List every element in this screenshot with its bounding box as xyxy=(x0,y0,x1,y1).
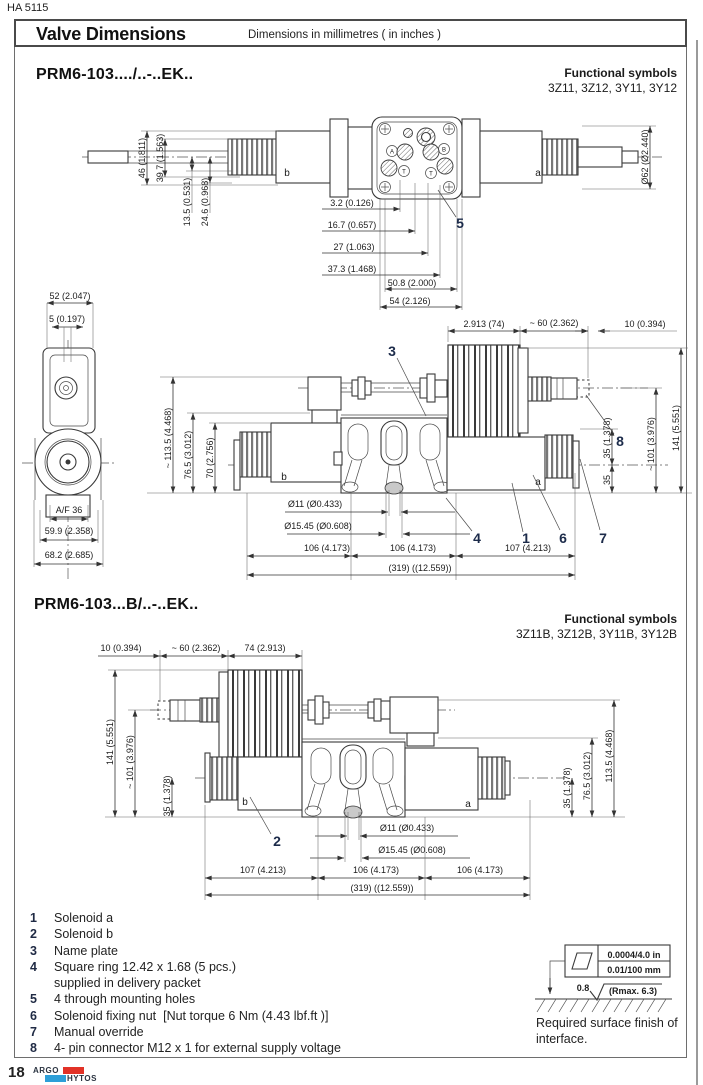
dim-39-7: 39.7 (1.563) xyxy=(155,133,165,183)
legend-item-text: Solenoid a xyxy=(54,911,114,925)
argo-hytos-logo xyxy=(33,1066,103,1084)
flatness-mm: 0.01/100 mm xyxy=(607,965,661,975)
dim-106a: 106 (4.173) xyxy=(303,543,351,553)
dim-76-5: 76.5 (3.012) xyxy=(183,430,193,480)
port-label-b: B xyxy=(441,147,447,154)
legend-item-text: Square ring 12.42 x 1.68 (5 pcs.) xyxy=(54,959,237,974)
dim-60: ~ 60 (2.362) xyxy=(529,318,579,328)
surface-hatch xyxy=(537,999,666,1012)
dim-5: 5 (0.197) xyxy=(48,314,86,324)
functional-symbols-label: Functional symbols xyxy=(564,612,677,626)
dim-15-45: Ø15.45 (Ø0.608) xyxy=(284,521,352,531)
flatness-symbol-icon xyxy=(572,953,592,969)
port-label-a: A xyxy=(389,149,395,156)
dim-106a: 106 (4.173) xyxy=(352,865,400,875)
dim-50-8: 50.8 (2.000) xyxy=(387,278,437,288)
page-title: Valve Dimensions xyxy=(36,24,186,44)
dim-10: 10 (0.394) xyxy=(624,319,666,329)
dim-101: ~ 101 (3.976) xyxy=(646,417,656,471)
dim-10: 10 (0.394) xyxy=(100,643,142,653)
legend-item xyxy=(30,1008,341,1024)
callout-8: 8 xyxy=(616,433,624,449)
solenoid-a-label: a xyxy=(465,799,471,810)
dim-62: Ø62 (Ø2.440) xyxy=(640,129,650,185)
dim-74: 2.913 (74) xyxy=(463,319,505,329)
dim-37-3: 37.3 (1.468) xyxy=(327,264,377,274)
dim-35a: 35 (1.378) xyxy=(602,417,612,459)
legend-item xyxy=(30,975,341,991)
legend-item-number: 5 xyxy=(30,992,37,1007)
dim-319: (319) ((12.559)) xyxy=(350,883,414,893)
section1-model-title: PRM6-103..../..-..EK.. xyxy=(36,66,194,83)
solenoid-a-label: a xyxy=(535,168,541,179)
callout-2: 2 xyxy=(273,833,281,849)
legend-item-text: Name plate xyxy=(54,943,118,958)
callout-4: 4 xyxy=(473,530,481,546)
dim-106b: 106 (4.173) xyxy=(456,865,504,875)
dim-46: 46 (1.811) xyxy=(137,137,147,179)
legend-item xyxy=(30,1024,341,1040)
section2-model-title: PRM6-103...B/..-..EK.. xyxy=(34,596,199,613)
side-view-b-drawing xyxy=(98,643,625,900)
functional-symbols-label: Functional symbols xyxy=(564,66,677,80)
dim-141: 141 (5.551) xyxy=(105,718,115,766)
dim-113-5: ~ 113.5 (4.468) xyxy=(163,407,173,469)
dim-35l: 35 (1.378) xyxy=(162,775,172,817)
dim-11: Ø11 (Ø0.433) xyxy=(287,499,343,509)
logo-red-block xyxy=(63,1067,84,1074)
solenoid-b-label: b xyxy=(284,168,290,179)
dim-107: 107 (4.213) xyxy=(239,865,287,875)
top-view-drawing xyxy=(82,117,662,310)
callout-3: 3 xyxy=(388,343,396,359)
legend-item xyxy=(30,959,341,975)
solenoid-a-label: a xyxy=(535,477,541,488)
flatness-inches: 0.0004/4.0 in xyxy=(607,950,661,960)
surface-finish-caption: Required surface finish of interface. xyxy=(536,1016,678,1046)
legend-item-text: supplied in delivery packet xyxy=(54,976,201,991)
roughness-value: 0.8 xyxy=(576,983,590,993)
solenoid-b-label: b xyxy=(281,472,287,483)
dim-16-7: 16.7 (0.657) xyxy=(327,220,377,230)
dim-15-45: Ø15.45 (Ø0.608) xyxy=(378,845,446,855)
callout-7: 7 xyxy=(599,530,607,546)
legend-item-number: 2 xyxy=(30,927,37,942)
document-code: HA 5115 xyxy=(7,2,49,14)
dim-60: ~ 60 (2.362) xyxy=(171,643,221,653)
legend-item-text: Solenoid fixing nut [Nut torque 6 Nm (4.43 lbf.ft )] xyxy=(54,1008,329,1023)
legend-item-text: Manual override xyxy=(54,1025,144,1040)
dim-af36: A/F 36 xyxy=(55,505,83,515)
dim-35b: 35 xyxy=(602,474,612,486)
dim-54: 54 (2.126) xyxy=(389,296,431,306)
callout-5: 5 xyxy=(456,215,464,231)
solenoid-b-label: b xyxy=(242,797,248,808)
legend-item-number: 4 xyxy=(30,959,37,974)
legend-item-number: 1 xyxy=(30,911,37,925)
functional-symbols-values: 3Z11B, 3Z12B, 3Y11B, 3Y12B xyxy=(516,627,677,641)
dim-106b: 106 (4.173) xyxy=(389,543,437,553)
dim-52: 52 (2.047) xyxy=(49,291,91,301)
legend-item-text: Solenoid b xyxy=(54,927,114,942)
legend-list xyxy=(30,910,341,1057)
callout-1: 1 xyxy=(522,530,530,546)
roughness-rmax: (Rmax. 6.3) xyxy=(608,986,658,996)
dim-107: 107 (4.213) xyxy=(504,543,552,553)
page-number: 18 xyxy=(8,1064,25,1081)
side-view-drawing xyxy=(147,318,692,580)
dim-74: 74 (2.913) xyxy=(244,643,286,653)
legend-item-number: 6 xyxy=(30,1008,37,1023)
dim-101: ~ 101 (3.976) xyxy=(125,735,135,789)
legend-item xyxy=(30,910,341,926)
legend-item xyxy=(30,926,341,942)
dim-11: Ø11 (Ø0.433) xyxy=(379,823,435,833)
port-label-t1: T xyxy=(402,169,406,176)
logo-text-hytos: HYTOS xyxy=(67,1074,97,1083)
port-label-t2: T xyxy=(429,171,433,178)
legend-item xyxy=(30,991,341,1007)
dim-68-2: 68.2 (2.685) xyxy=(44,550,94,560)
legend-item-number: 8 xyxy=(30,1041,37,1056)
legend-item-text: 4- pin connector M12 x 1 for external supply voltage xyxy=(54,1041,341,1056)
dim-70: 70 (2.756) xyxy=(205,437,215,479)
callout-6: 6 xyxy=(559,530,567,546)
legend-item xyxy=(30,1040,341,1056)
legend-item-number xyxy=(30,975,54,991)
page-subtitle: Dimensions in millimetres ( in inches ) xyxy=(248,29,441,41)
surface-finish-figure xyxy=(535,945,672,1012)
logo-blue-block xyxy=(45,1075,66,1082)
dim-13-5: 13.5 (0.531) xyxy=(182,177,192,227)
dim-27: 27 (1.063) xyxy=(333,242,375,252)
legend-item-text: 4 through mounting holes xyxy=(54,992,196,1007)
legend-item xyxy=(30,943,341,959)
logo-text-argo: ARGO xyxy=(33,1066,59,1075)
dim-35r: 35 (1.378) xyxy=(562,767,572,809)
end-view-drawing xyxy=(22,291,115,580)
dim-141: 141 (5.551) xyxy=(671,404,681,452)
legend-item-number: 3 xyxy=(30,943,37,958)
legend-item-number: 7 xyxy=(30,1025,37,1040)
dim-59-9: 59.9 (2.358) xyxy=(44,526,94,536)
dim-113-5: 113.5 (4.468) xyxy=(604,729,614,783)
dim-76-5: 76.5 (3.012) xyxy=(582,751,592,801)
dim-24-6: 24.6 (0.968) xyxy=(200,177,210,227)
dim-3-2: 3.2 (0.126) xyxy=(330,198,374,208)
dim-319: (319) ((12.559)) xyxy=(388,563,452,573)
functional-symbols-values: 3Z11, 3Z12, 3Y11, 3Y12 xyxy=(548,81,677,95)
